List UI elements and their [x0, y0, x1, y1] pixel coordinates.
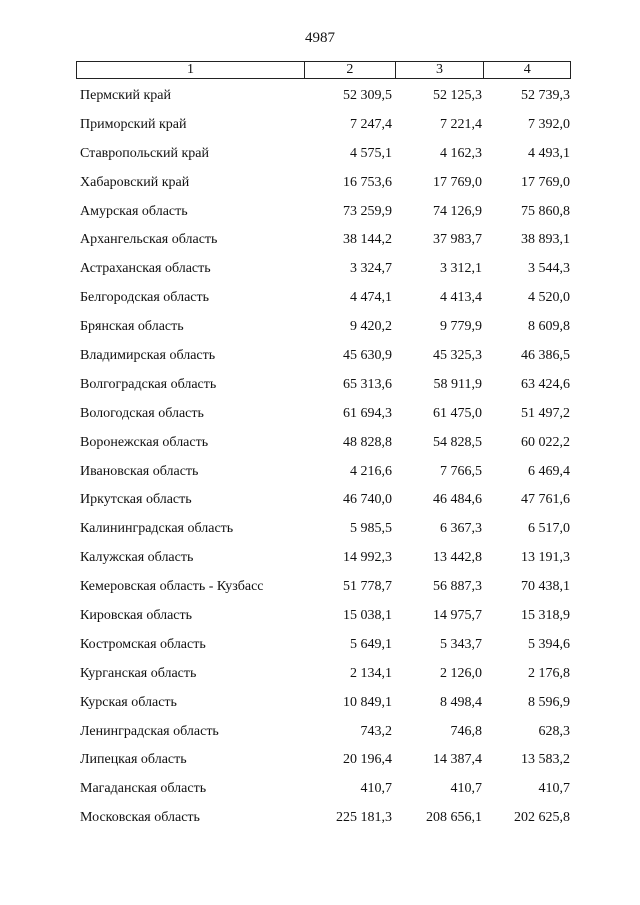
value-col-3-cell: 46 484,6 [433, 492, 482, 508]
value-col-4-cell: 2 176,8 [528, 665, 570, 681]
page-number: 4987 [305, 30, 335, 46]
region-name-cell: Костромская область [80, 636, 206, 652]
region-name-cell: Архангельская область [80, 232, 218, 248]
value-col-3-cell: 746,8 [450, 723, 482, 739]
table-row [0, 548, 640, 577]
table-row [0, 490, 640, 519]
value-col-3-cell: 17 769,0 [433, 174, 482, 190]
region-name-cell: Ивановская область [80, 463, 199, 479]
value-col-2-cell: 5 985,5 [350, 521, 392, 537]
table-row [0, 144, 640, 173]
value-col-3-cell: 4 413,4 [440, 290, 482, 306]
region-name-cell: Иркутская область [80, 492, 192, 508]
value-col-4-cell: 410,7 [538, 781, 570, 797]
value-col-2-cell: 51 778,7 [343, 579, 392, 595]
value-col-3-cell: 14 387,4 [433, 752, 482, 768]
region-name-cell: Вологодская область [80, 405, 204, 421]
table-row [0, 722, 640, 751]
table-row [0, 462, 640, 491]
value-col-4-cell: 75 860,8 [521, 203, 570, 219]
value-col-3-cell: 6 367,3 [440, 521, 482, 537]
value-col-2-cell: 4 474,1 [350, 290, 392, 306]
value-col-4-cell: 8 609,8 [528, 319, 570, 335]
value-col-4-cell: 6 469,4 [528, 463, 570, 479]
value-col-3-cell: 52 125,3 [433, 88, 482, 103]
region-name-cell: Кемеровская область - Кузбасс [80, 579, 264, 595]
table-row [0, 375, 640, 404]
region-name-cell: Воронежская область [80, 434, 209, 450]
table-row [0, 635, 640, 664]
value-col-3-cell: 9 779,9 [440, 319, 482, 335]
value-col-3-cell: 14 975,7 [433, 608, 482, 624]
value-col-3-cell: 37 983,7 [433, 232, 482, 248]
value-col-2-cell: 7 247,4 [350, 116, 392, 132]
region-name-cell: Хабаровский край [80, 174, 190, 190]
value-col-2-cell: 65 313,6 [343, 376, 392, 392]
value-col-3-cell: 74 126,9 [433, 203, 482, 219]
value-col-2-cell: 10 849,1 [343, 694, 392, 710]
value-col-3-cell: 4 162,3 [440, 145, 482, 161]
column-header-1: 1 [77, 62, 305, 78]
value-col-4-cell: 15 318,9 [521, 608, 570, 624]
value-col-3-cell: 5 343,7 [440, 636, 482, 652]
value-col-2-cell: 73 259,9 [343, 203, 392, 219]
value-col-4-cell: 628,3 [538, 723, 570, 739]
value-col-2-cell: 20 196,4 [343, 752, 392, 768]
value-col-2-cell: 14 992,3 [343, 550, 392, 566]
value-col-4-cell: 17 769,0 [521, 174, 570, 190]
region-name-cell: Курганская область [80, 665, 197, 681]
region-name-cell: Магаданская область [80, 781, 207, 797]
table-row [0, 519, 640, 548]
table-row [0, 750, 640, 779]
value-col-3-cell: 56 887,3 [433, 579, 482, 595]
value-col-3-cell: 7 221,4 [440, 116, 482, 132]
table-row [0, 346, 640, 375]
value-col-2-cell: 5 649,1 [350, 636, 392, 652]
value-col-3-cell: 208 656,1 [426, 810, 482, 826]
value-col-2-cell: 45 630,9 [343, 348, 392, 364]
region-name-cell: Пермский край [80, 88, 171, 103]
value-col-4-cell: 3 544,3 [528, 261, 570, 277]
region-name-cell: Ставропольский край [80, 145, 209, 161]
table-row [0, 173, 640, 202]
value-col-4-cell: 8 596,9 [528, 694, 570, 710]
value-col-4-cell: 202 625,8 [514, 810, 570, 826]
region-name-cell: Калужская область [80, 550, 194, 566]
value-col-3-cell: 2 126,0 [440, 665, 482, 681]
value-col-3-cell: 54 828,5 [433, 434, 482, 450]
value-col-3-cell: 3 312,1 [440, 261, 482, 277]
value-col-3-cell: 61 475,0 [433, 405, 482, 421]
region-name-cell: Астраханская область [80, 261, 211, 277]
value-col-2-cell: 61 694,3 [343, 405, 392, 421]
column-header-2: 2 [305, 62, 396, 78]
value-col-2-cell: 46 740,0 [343, 492, 392, 508]
region-name-cell: Кировская область [80, 608, 193, 624]
table-row [0, 115, 640, 144]
region-name-cell: Брянская область [80, 319, 184, 335]
region-name-cell: Курская область [80, 694, 177, 710]
value-col-4-cell: 7 392,0 [528, 116, 570, 132]
value-col-3-cell: 8 498,4 [440, 694, 482, 710]
region-name-cell: Московская область [80, 810, 200, 826]
table-row [0, 288, 640, 317]
value-col-4-cell: 51 497,2 [521, 405, 570, 421]
value-col-2-cell: 3 324,7 [350, 261, 392, 277]
region-name-cell: Белгородская область [80, 290, 210, 306]
value-col-2-cell: 410,7 [360, 781, 392, 797]
region-name-cell: Владимирская область [80, 348, 216, 364]
table-row [0, 404, 640, 433]
value-col-2-cell: 16 753,6 [343, 174, 392, 190]
table-row [0, 693, 640, 722]
value-col-3-cell: 7 766,5 [440, 463, 482, 479]
value-col-4-cell: 6 517,0 [528, 521, 570, 537]
value-col-2-cell: 743,2 [360, 723, 392, 739]
value-col-4-cell: 52 739,3 [521, 88, 570, 103]
value-col-3-cell: 13 442,8 [433, 550, 482, 566]
region-name-cell: Волгоградская область [80, 376, 217, 392]
region-name-cell: Ленинградская область [80, 723, 219, 739]
region-name-cell: Липецкая область [80, 752, 187, 768]
column-header-3: 3 [396, 62, 485, 78]
table-row [0, 259, 640, 288]
value-col-2-cell: 225 181,3 [336, 810, 392, 826]
value-col-4-cell: 4 493,1 [528, 145, 570, 161]
value-col-4-cell: 38 893,1 [521, 232, 570, 248]
value-col-3-cell: 45 325,3 [433, 348, 482, 364]
value-col-4-cell: 4 520,0 [528, 290, 570, 306]
value-col-3-cell: 410,7 [450, 781, 482, 797]
region-name-cell: Приморский край [80, 116, 187, 132]
value-col-4-cell: 60 022,2 [521, 434, 570, 450]
table-row [0, 779, 640, 808]
value-col-2-cell: 52 309,5 [343, 88, 392, 103]
value-col-4-cell: 47 761,6 [521, 492, 570, 508]
value-col-2-cell: 4 575,1 [350, 145, 392, 161]
value-col-3-cell: 58 911,9 [433, 376, 482, 392]
region-name-cell: Амурская область [80, 203, 188, 219]
table-body [0, 86, 640, 837]
table-header-row [76, 61, 571, 79]
value-col-4-cell: 13 191,3 [521, 550, 570, 566]
value-col-4-cell: 70 438,1 [521, 579, 570, 595]
region-name-cell: Калининградская область [80, 521, 234, 537]
value-col-2-cell: 9 420,2 [350, 319, 392, 335]
table-row [0, 433, 640, 462]
table-row [0, 606, 640, 635]
table-row [0, 317, 640, 346]
value-col-2-cell: 4 216,6 [350, 463, 392, 479]
value-col-4-cell: 5 394,6 [528, 636, 570, 652]
table-row [0, 577, 640, 606]
table-row [0, 202, 640, 231]
value-col-2-cell: 48 828,8 [343, 434, 392, 450]
table-row [0, 86, 640, 115]
value-col-4-cell: 63 424,6 [521, 376, 570, 392]
table-row [0, 664, 640, 693]
column-header-4: 4 [523, 62, 531, 77]
table-row [0, 230, 640, 259]
value-col-4-cell: 46 386,5 [521, 348, 570, 364]
value-col-4-cell: 13 583,2 [521, 752, 570, 768]
value-col-2-cell: 38 144,2 [343, 232, 392, 248]
value-col-2-cell: 15 038,1 [343, 608, 392, 624]
value-col-2-cell: 2 134,1 [350, 665, 392, 681]
table-row [0, 808, 640, 837]
